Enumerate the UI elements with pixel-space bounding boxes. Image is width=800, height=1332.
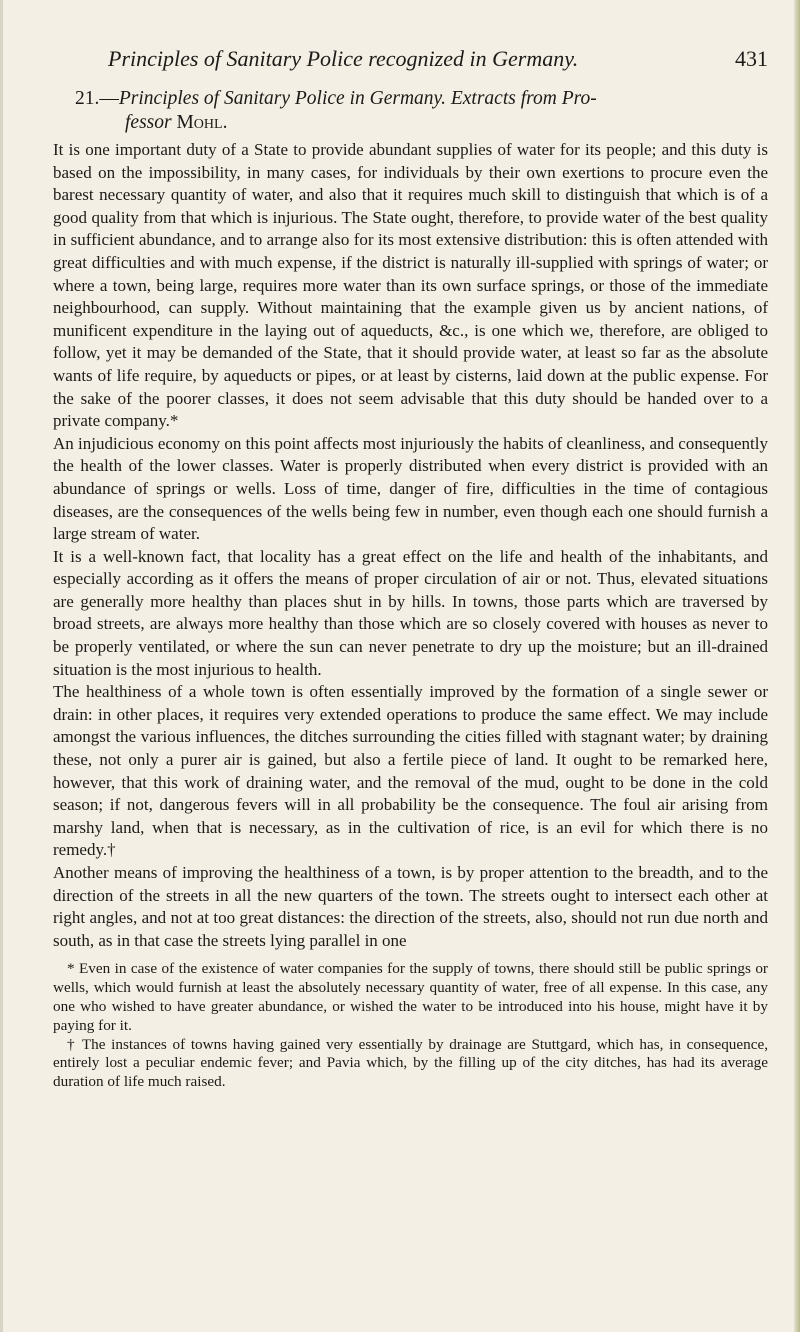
running-head <box>108 46 768 72</box>
footnote: * Even in case of the existence of water companies for the supply of towns, there should still be public springs or wells, which would furnish at least the absolutely necessary quantity of water, free of all expense. In this case, any one who wished to have greater abundance, or wished the water to be introduced into his house, might have it by paying for it. <box>53 960 768 1034</box>
section-number: 21.— <box>75 88 119 109</box>
page-left-edge <box>0 0 3 1332</box>
running-head-title: Principles of Sanitary Police recognized in Germany. <box>108 46 579 71</box>
footnote: † The instances of towns having gained very essentially by drainage are Stuttgard, which has, in consequence, entirely lost a peculiar endemic fever; and Pavia which, by the filling up of the city ditches, has had its average duration of life much raised. <box>53 1035 768 1091</box>
section-heading <box>53 87 768 135</box>
paragraph: Another means of improving the healthiness of a town, is by proper attention to the breadth, and to the direction of the streets in all the new quarters of the town. The streets ought to intersect each other at right angles, and not at too great distances: the direction of the streets, also, should not run due north and south, as in that case the streets lying parallel in one <box>53 863 768 950</box>
page-number: 431 <box>735 46 768 71</box>
page-right-edge <box>794 0 800 1332</box>
section-title: Principles of Sanitary Police in Germany. Extracts from Pro- <box>118 88 597 109</box>
footnotes <box>53 960 768 1092</box>
paragraph: An injudicious economy on this point affects most injuriously the habits of cleanliness, and consequently the health of the lower classes. Water is properly distributed when every district is provided with an abundance of springs or wells. Loss of time, danger of fire, difficulties in the time of contagious diseases, are the consequences of the wells being few in number, even though each one should furnish a large stream of water. <box>53 433 768 544</box>
paragraph: It is one important duty of a State to provide abundant supplies of water for its people; and this duty is based on the impossibility, in many cases, for individuals by their own exertions to procure even the barest necessary quantity of water, and also that it requires much skill to distinguish that which is of a good quality from that which is injurious. The State ought, therefore, to provide water of the best quality in sufficient abundance, and to arrange also for its most extensive distribution: this is often attended with great difficulties and with much expense, if the district is naturally ill-supplied with springs of water; or where a town, being large, requires more water than its own surface springs, or those of the immediate neighbourhood, can supply. Without maintaining that the example given us by ancient nations, of munificent expenditure in the laying out of aqueducts, &c., is one which we, therefore, are obliged to follow, yet it may be demanded of the State, that it should provide water, at least so far as the absolute wants of life require, by aqueducts or pipes, or at least by cisterns, laid down at the public expense. For the sake of the poorer classes, it does not seem advisable that this duty should be handed over to a private company.* <box>53 140 768 431</box>
section-author: Mohl. <box>176 112 228 133</box>
section-title-cont: fessor <box>125 112 172 133</box>
page-text <box>53 87 768 1092</box>
paragraph: The healthiness of a whole town is often essentially improved by the formation of a single sewer or drain: in other places, it requires very extended operations to produce the same effect. We may include amongst the various influences, the ditches surrounding the cities filled with stagnant water; by draining these, not only a purer air is gained, but also a fertile piece of land. It ought to be remarked here, however, that this work of draining water, and the removal of the mud, ought to be done in the cold season; if not, dangerous fevers will in all probability be the consequence. The foul air arising from marshy land, when that is necessary, as in the cultivation of rice, is an evil for which there is no remedy.† <box>53 682 768 860</box>
paragraph: It is a well-known fact, that locality has a great effect on the life and health of the inhabitants, and especially according as it offers the means of proper circulation of air or not. Thus, elevated situations are generally more healthy than places shut in by hills. In towns, those parts which are traversed by broad streets, are always more healthy than those which are so closely covered with houses as never to be properly ventilated, or where the sun can never penetrate to dry up the moisture; but an ill-drained situation is the most injurious to health. <box>53 546 768 679</box>
